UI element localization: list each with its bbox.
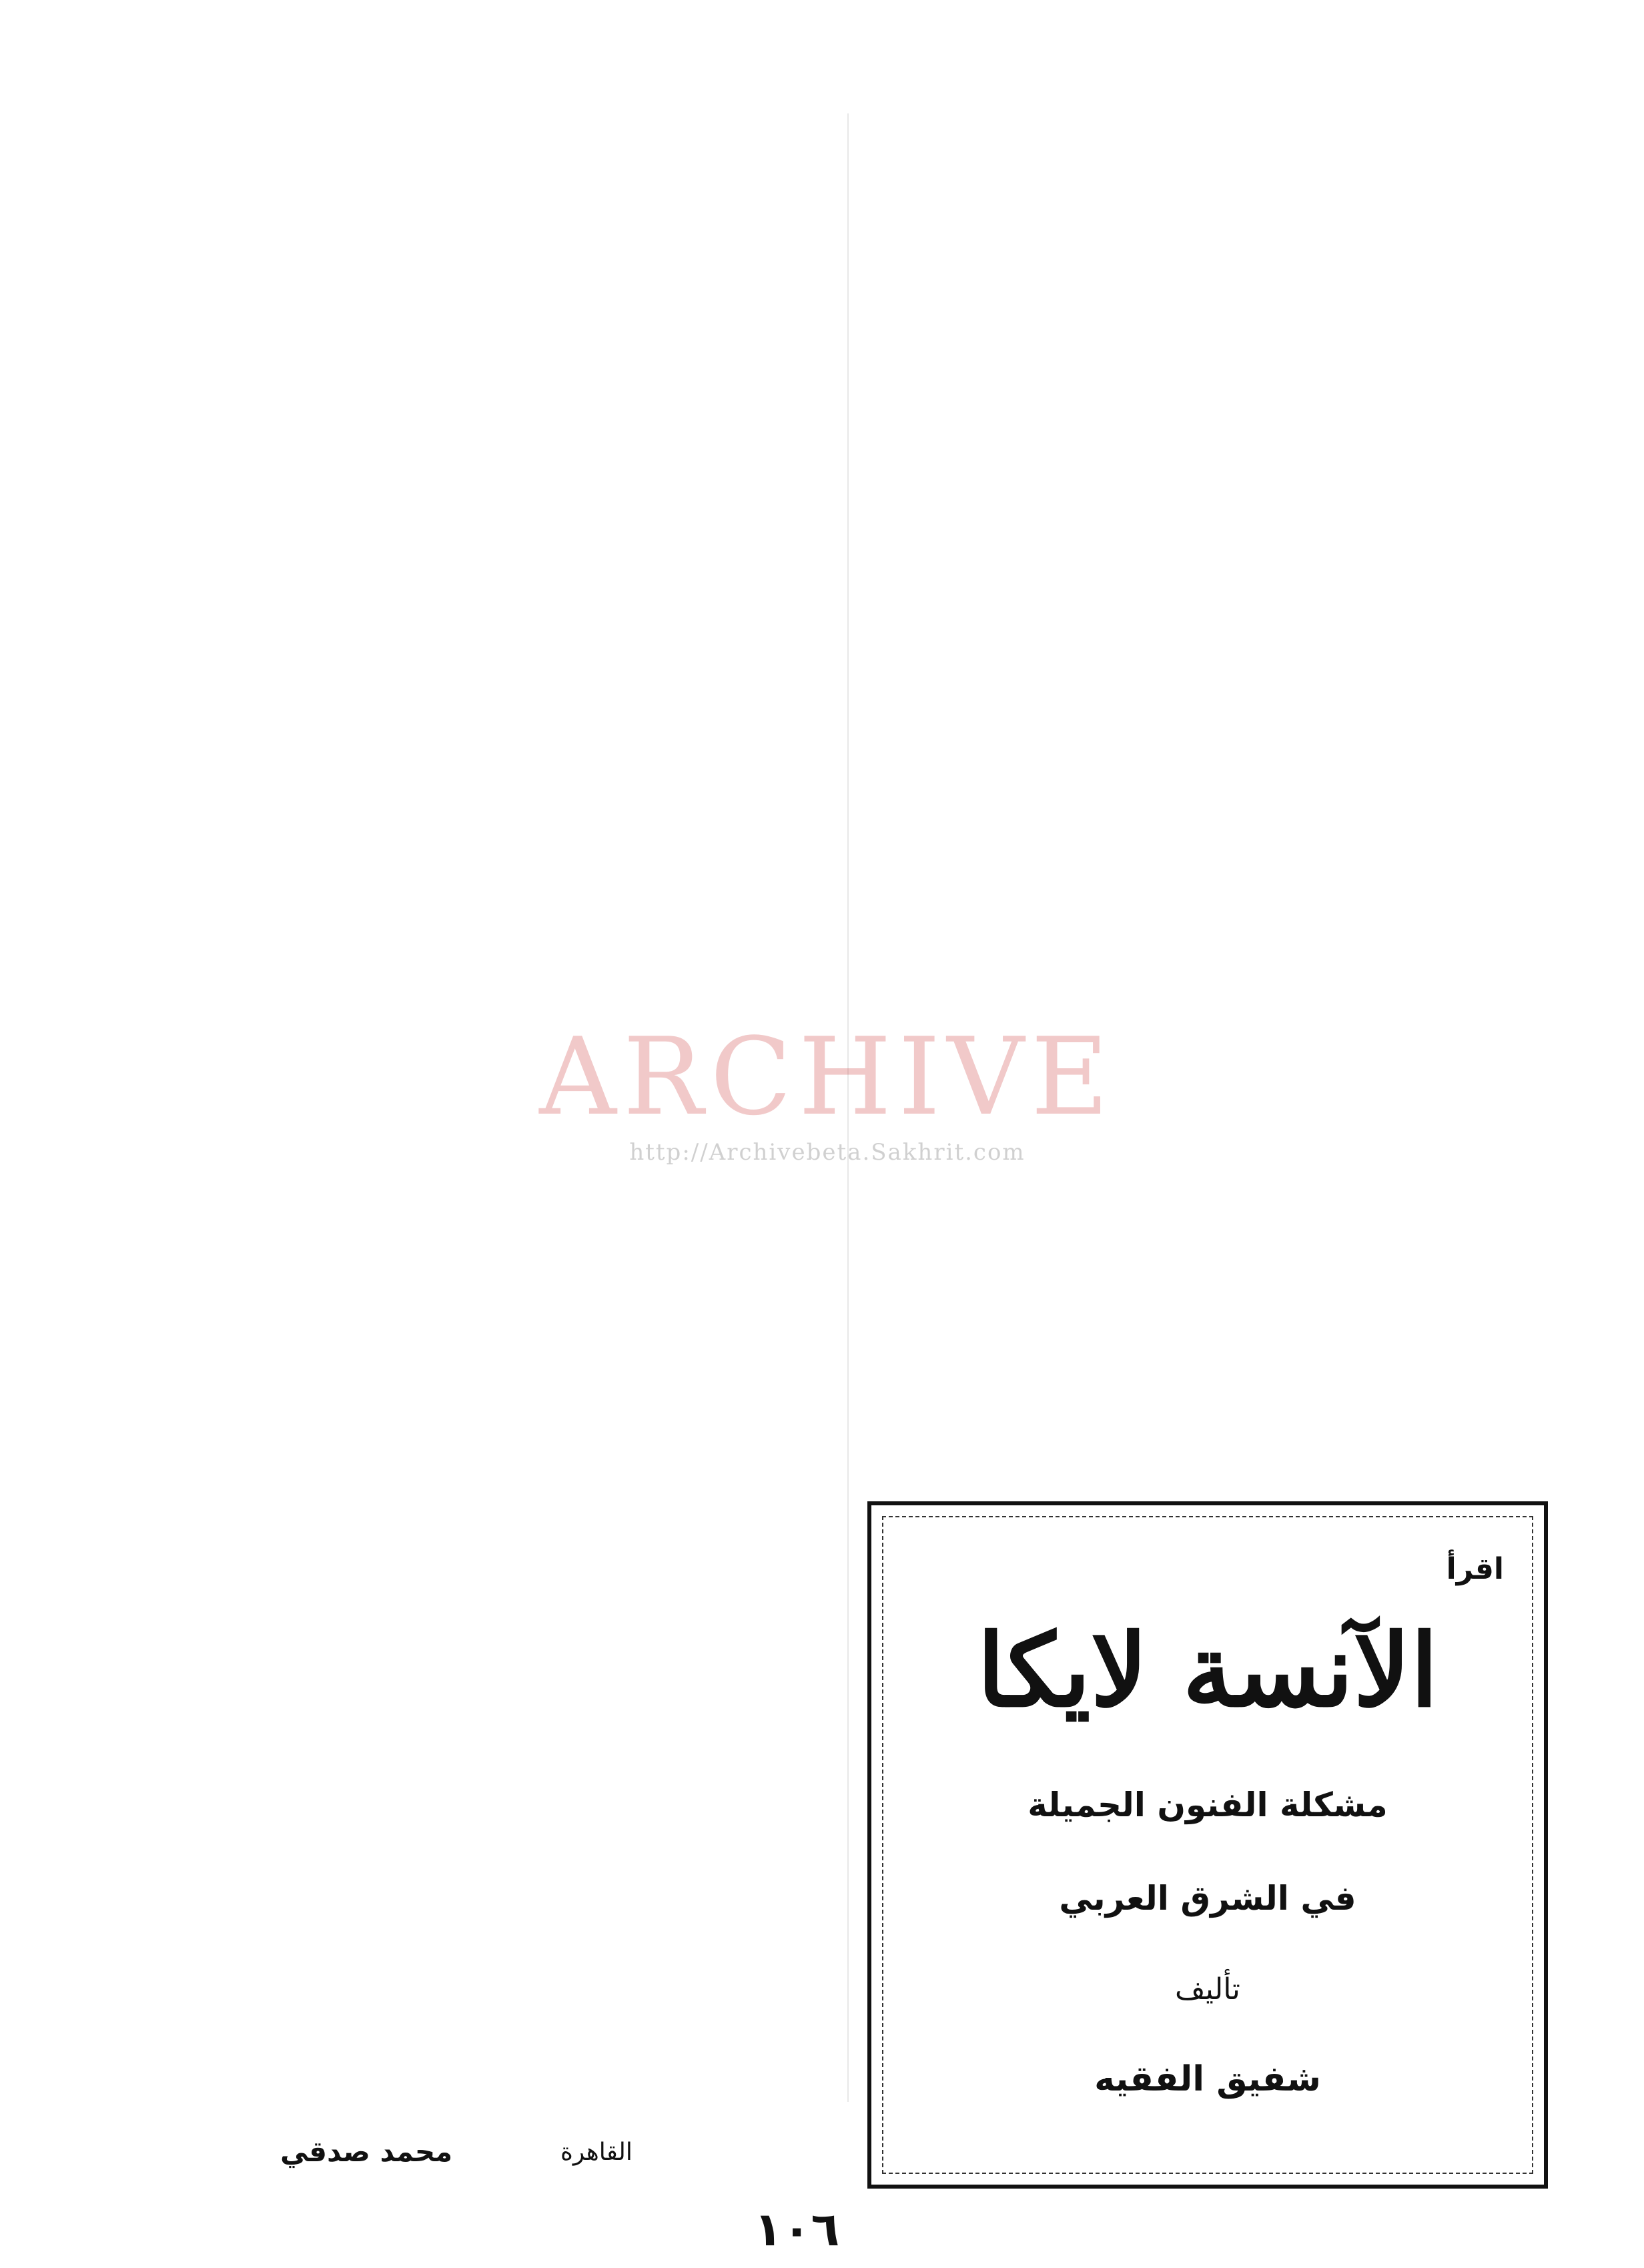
ad-subtitle-line2: في الشرق العربي xyxy=(1059,1879,1356,1918)
column-divider xyxy=(847,113,849,2102)
paragraph xyxy=(113,715,821,758)
ad-author-name: شفيق الفقيه xyxy=(1094,2059,1321,2099)
paragraph xyxy=(113,168,821,211)
paragraph xyxy=(113,1044,821,1086)
paragraph xyxy=(113,442,821,484)
paragraph xyxy=(843,551,1551,594)
paragraph xyxy=(843,770,1551,813)
paragraph xyxy=(113,770,821,813)
paragraph xyxy=(843,278,1551,320)
ad-subtitle-line1: مشكلة الفنون الجميلة xyxy=(1028,1786,1388,1824)
paragraph xyxy=(843,825,1551,867)
article-left-column xyxy=(113,113,821,1098)
page-number: ١٠٦ xyxy=(754,2202,840,2257)
paragraph xyxy=(843,387,1551,430)
paragraph xyxy=(113,223,821,266)
paragraph xyxy=(843,715,1551,758)
paragraph xyxy=(843,168,1551,211)
paragraph xyxy=(843,661,1551,703)
paragraph xyxy=(843,223,1551,266)
paragraph xyxy=(843,332,1551,375)
paragraph xyxy=(843,442,1551,484)
article-author: محمد صدقي xyxy=(280,2135,453,2168)
paragraph xyxy=(113,989,821,1032)
article-place: القاهرة xyxy=(560,2139,633,2166)
watermark-text: ARCHIVE xyxy=(539,1014,1116,1139)
book-advertisement xyxy=(867,1501,1548,2189)
paragraph xyxy=(113,934,821,977)
paragraph xyxy=(113,879,821,922)
paragraph xyxy=(843,606,1551,649)
ad-authored-by: تأليف xyxy=(1175,1972,1240,2006)
paragraph xyxy=(843,496,1551,539)
paragraph xyxy=(113,278,821,320)
paragraph xyxy=(113,387,821,430)
paragraph xyxy=(843,879,1551,922)
paragraph xyxy=(113,113,821,156)
paragraph xyxy=(113,496,821,539)
paragraph xyxy=(843,113,1551,156)
article-right-column xyxy=(843,113,1551,934)
paragraph xyxy=(113,332,821,375)
paragraph xyxy=(113,551,821,594)
watermark-url: http://Archivebeta.Sakhrit.com xyxy=(629,1139,1025,1166)
paragraph xyxy=(113,606,821,649)
ad-kicker: اقرأ xyxy=(1446,1552,1504,1586)
ad-book-title: الآنسة لايكا xyxy=(977,1612,1438,1730)
paragraph xyxy=(113,661,821,703)
paragraph xyxy=(113,825,821,867)
